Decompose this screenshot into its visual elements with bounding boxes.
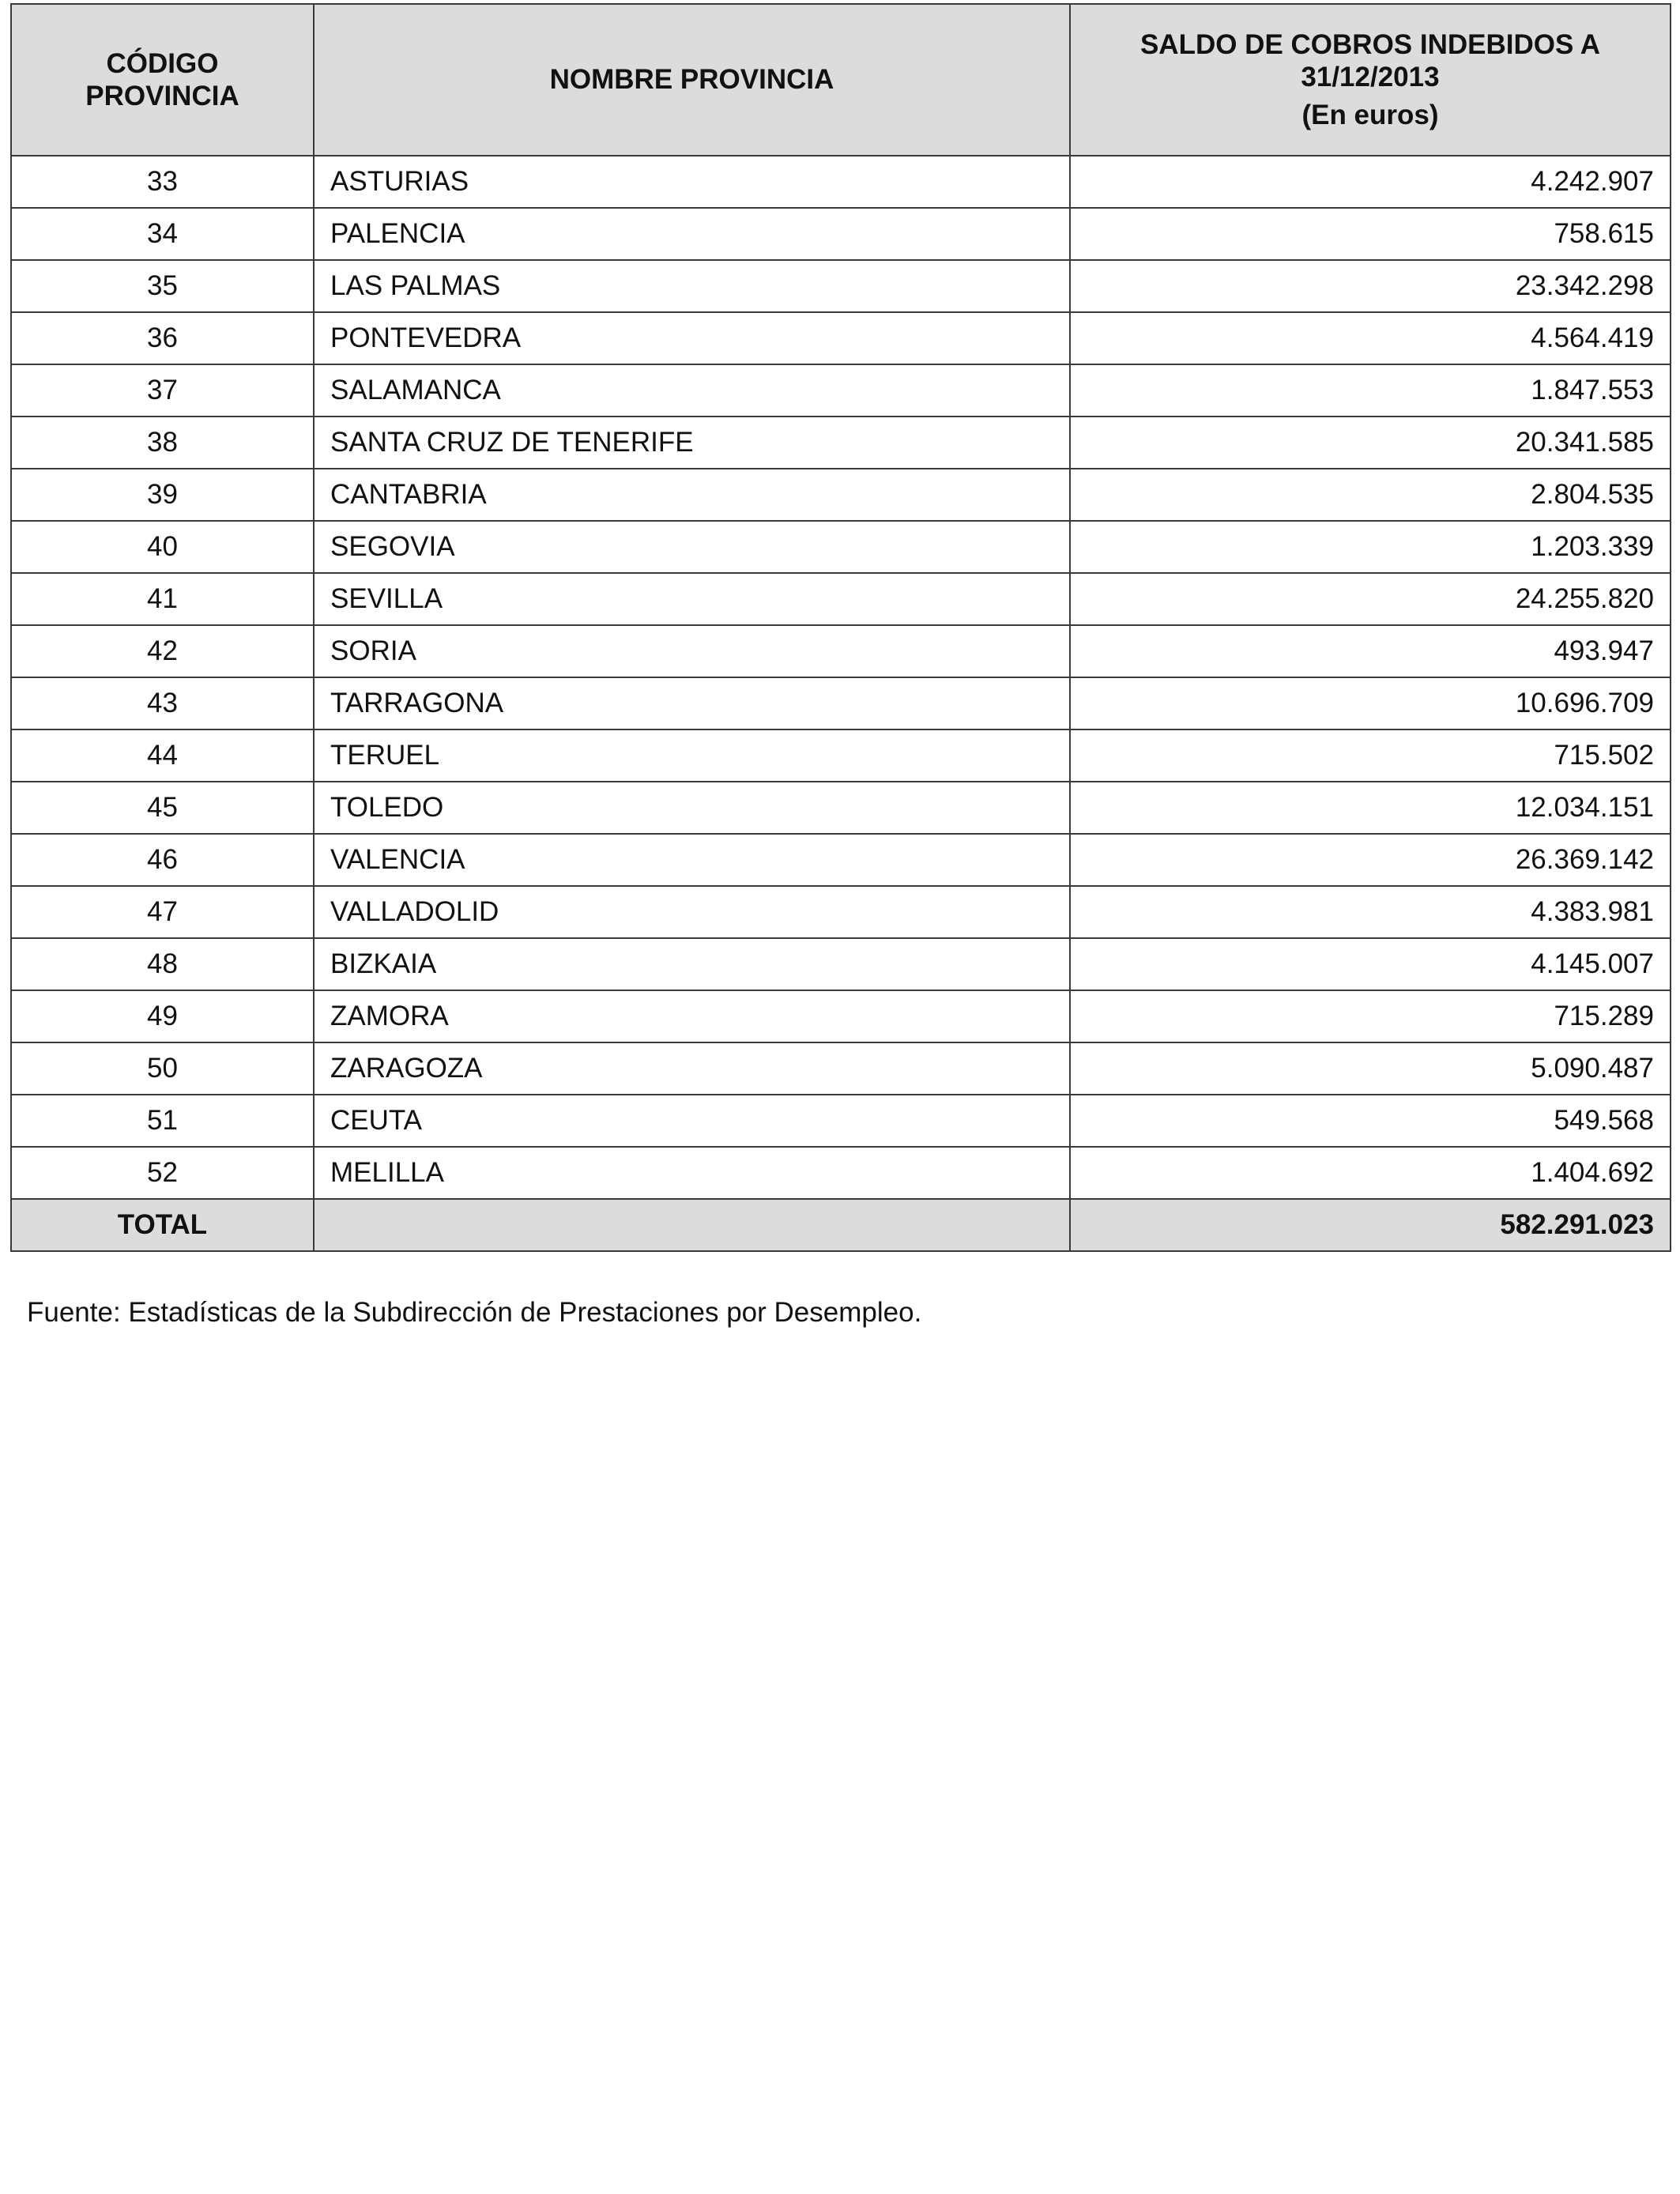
header-amount-line2: 31/12/2013 [1301, 62, 1440, 93]
header-amount-line1: SALDO DE COBROS INDEBIDOS A [1139, 29, 1601, 61]
province-name: SEGOVIA [314, 521, 1070, 573]
table-row [11, 364, 1671, 417]
table-row [11, 729, 1671, 782]
province-amount: 1.203.339 [1070, 521, 1671, 573]
province-amount: 493.947 [1070, 625, 1671, 677]
province-amount: 20.341.585 [1070, 417, 1671, 469]
table-row [11, 312, 1671, 364]
province-code: 43 [11, 677, 314, 729]
total-label: TOTAL [11, 1199, 314, 1251]
province-code: 44 [11, 729, 314, 782]
province-amount: 1.847.553 [1070, 364, 1671, 417]
province-amount: 758.615 [1070, 208, 1671, 260]
total-name [314, 1199, 1070, 1251]
province-code: 50 [11, 1042, 314, 1095]
table-row [11, 886, 1671, 938]
province-code: 36 [11, 312, 314, 364]
province-name: SALAMANCA [314, 364, 1070, 417]
table-row [11, 1042, 1671, 1095]
province-amount: 549.568 [1070, 1095, 1671, 1147]
province-name: CEUTA [314, 1095, 1070, 1147]
province-code: 41 [11, 573, 314, 625]
table-row [11, 573, 1671, 625]
header-amount [1070, 4, 1671, 156]
total-amount: 582.291.023 [1070, 1199, 1671, 1251]
province-name: TOLEDO [314, 782, 1070, 834]
province-amount: 23.342.298 [1070, 260, 1671, 312]
province-name: LAS PALMAS [314, 260, 1070, 312]
province-code: 47 [11, 886, 314, 938]
province-name: CANTABRIA [314, 469, 1070, 521]
province-amount: 4.564.419 [1070, 312, 1671, 364]
table-row [11, 417, 1671, 469]
province-name: BIZKAIA [314, 938, 1070, 990]
province-code: 42 [11, 625, 314, 677]
table-row [11, 1147, 1671, 1199]
table-row [11, 1095, 1671, 1147]
province-amount: 10.696.709 [1070, 677, 1671, 729]
province-amount: 4.145.007 [1070, 938, 1671, 990]
province-name: VALENCIA [314, 834, 1070, 886]
province-amount: 26.369.142 [1070, 834, 1671, 886]
province-name: ASTURIAS [314, 156, 1070, 208]
province-code: 40 [11, 521, 314, 573]
table-row [11, 469, 1671, 521]
province-code: 48 [11, 938, 314, 990]
province-amount: 715.289 [1070, 990, 1671, 1042]
table-row [11, 521, 1671, 573]
province-name: ZAMORA [314, 990, 1070, 1042]
province-amount: 12.034.151 [1070, 782, 1671, 834]
table-row [11, 260, 1671, 312]
province-code: 34 [11, 208, 314, 260]
province-name: SORIA [314, 625, 1070, 677]
table-row [11, 208, 1671, 260]
province-code: 45 [11, 782, 314, 834]
table-row [11, 990, 1671, 1042]
province-code: 33 [11, 156, 314, 208]
table-body [11, 156, 1671, 1199]
province-code: 52 [11, 1147, 314, 1199]
header-name [314, 4, 1070, 156]
header-code [11, 4, 314, 156]
provinces-table [10, 3, 1671, 1252]
province-amount: 2.804.535 [1070, 469, 1671, 521]
province-code: 38 [11, 417, 314, 469]
province-code: 35 [11, 260, 314, 312]
province-name: PONTEVEDRA [314, 312, 1070, 364]
province-amount: 715.502 [1070, 729, 1671, 782]
table-row [11, 156, 1671, 208]
table-row [11, 782, 1671, 834]
province-amount: 24.255.820 [1070, 573, 1671, 625]
source-note: Fuente: Estadísticas de la Subdirección de Prestaciones por Desempleo. [27, 1297, 922, 1328]
province-name: TARRAGONA [314, 677, 1070, 729]
province-code: 39 [11, 469, 314, 521]
table-row [11, 677, 1671, 729]
province-amount: 5.090.487 [1070, 1042, 1671, 1095]
province-name: MELILLA [314, 1147, 1070, 1199]
province-amount: 1.404.692 [1070, 1147, 1671, 1199]
province-name: SEVILLA [314, 573, 1070, 625]
province-name: PALENCIA [314, 208, 1070, 260]
province-code: 37 [11, 364, 314, 417]
table-header [11, 4, 1671, 156]
header-name-label: NOMBRE PROVINCIA [549, 64, 834, 96]
province-amount: 4.242.907 [1070, 156, 1671, 208]
province-code: 46 [11, 834, 314, 886]
province-name: TERUEL [314, 729, 1070, 782]
total-row [11, 1199, 1671, 1251]
table-row [11, 625, 1671, 677]
header-code-line1: CÓDIGO [106, 47, 219, 79]
province-code: 49 [11, 990, 314, 1042]
table-row [11, 938, 1671, 990]
province-name: VALLADOLID [314, 886, 1070, 938]
header-row [11, 4, 1671, 156]
province-name: ZARAGOZA [314, 1042, 1070, 1095]
province-code: 51 [11, 1095, 314, 1147]
table-row [11, 834, 1671, 886]
header-code-line2: PROVINCIA [85, 81, 239, 111]
header-amount-line3: (En euros) [1301, 99, 1439, 130]
province-amount: 4.383.981 [1070, 886, 1671, 938]
table-footer [11, 1199, 1671, 1251]
province-name: SANTA CRUZ DE TENERIFE [314, 417, 1070, 469]
